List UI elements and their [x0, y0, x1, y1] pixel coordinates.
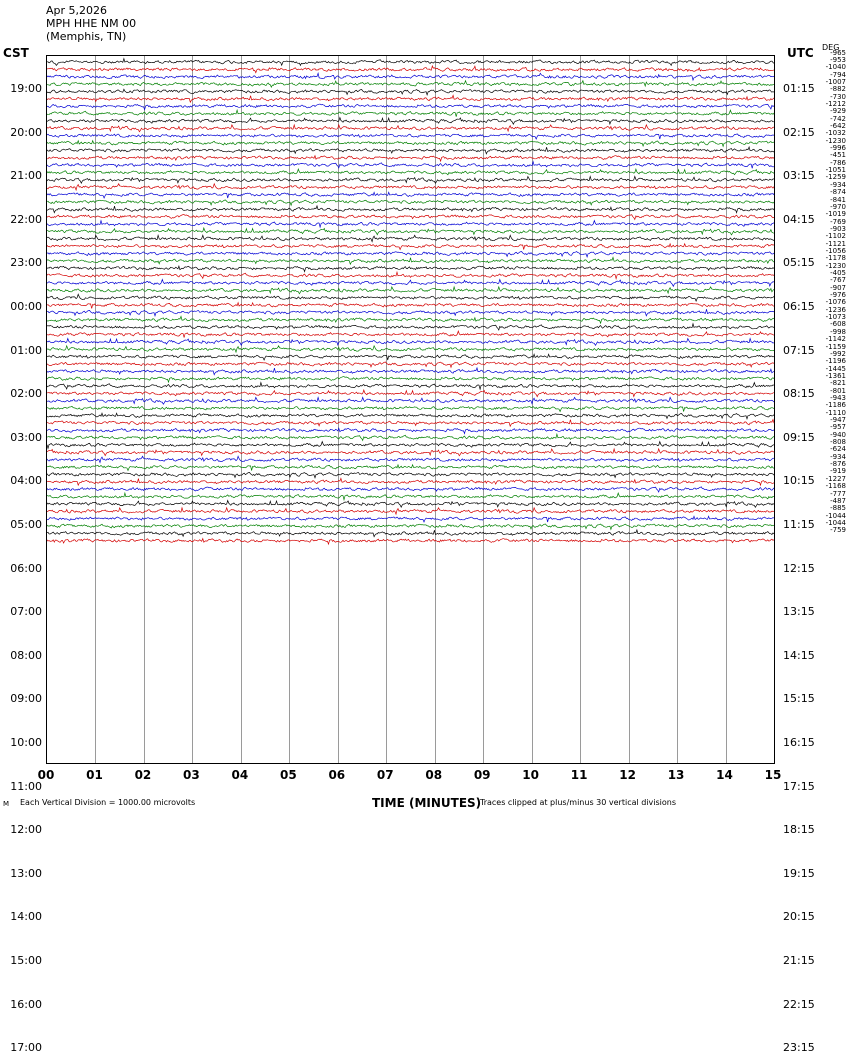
amp-value: -907	[830, 283, 846, 292]
trace-line	[47, 309, 774, 316]
left-tick-2300: 23:00	[10, 256, 42, 270]
amp-value: -1040	[825, 63, 846, 72]
amp-value: -1361	[825, 371, 846, 380]
amp-value: -882	[830, 85, 846, 94]
footer-clip-note: Traces clipped at plus/minus 30 vertical divisions	[480, 798, 677, 807]
amp-value: -934	[830, 452, 846, 461]
amplitude-axis-label: DEG	[822, 43, 840, 52]
amp-value: -940	[830, 430, 846, 439]
right-tick-2315: 23:15	[783, 1041, 815, 1054]
trace-line	[47, 362, 774, 367]
x-tick-00: 00	[37, 768, 55, 782]
x-tick-13: 13	[667, 768, 685, 782]
left-tick-1300: 13:00	[10, 866, 42, 880]
left-tick-2100: 21:00	[10, 169, 42, 183]
trace-line	[47, 316, 774, 323]
trace-line	[47, 420, 774, 427]
amp-value: -1230	[825, 136, 846, 145]
left-tick-0900: 09:00	[10, 692, 42, 706]
right-tick-0915: 09:15	[783, 430, 815, 444]
right-tick-1815: 18:15	[783, 823, 815, 837]
right-tick-1215: 12:15	[783, 561, 815, 575]
x-tick-14: 14	[716, 768, 733, 782]
trace-line	[47, 169, 774, 175]
trace-line	[47, 397, 774, 404]
trace-line	[47, 472, 774, 477]
amp-value: -487	[830, 496, 846, 505]
right-tick-1615: 16:15	[783, 736, 815, 749]
trace-line	[47, 244, 774, 250]
left-tick-2200: 22:00	[10, 212, 42, 226]
right-tick-1115: 11:15	[783, 518, 815, 531]
amp-value: -1259	[825, 173, 846, 182]
trace-line	[47, 368, 774, 375]
footer-scale-note: Each Vertical Division = 1000.00 microvolts	[20, 798, 196, 807]
amp-value: -841	[830, 195, 846, 204]
header-station: MPH HHE NM 00	[46, 17, 137, 30]
trace-line	[47, 434, 774, 440]
trace-line	[47, 465, 774, 471]
right-tick-2015: 20:15	[783, 910, 815, 924]
right-tick-1415: 14:15	[783, 648, 815, 662]
amp-value: -1051	[825, 166, 846, 175]
x-tick-06: 06	[328, 768, 346, 782]
amp-value: -1445	[825, 364, 846, 373]
x-axis-title: TIME (MINUTES)	[372, 796, 482, 810]
amp-value: -1007	[825, 77, 846, 86]
amp-value: -1142	[825, 335, 846, 344]
left-tick-0400: 04:00	[10, 474, 42, 488]
right-tick-0815: 08:15	[783, 387, 815, 401]
left-axis-label: CST	[3, 46, 29, 60]
left-tick-1200: 12:00	[10, 823, 42, 837]
left-tick-0300: 03:00	[10, 430, 42, 444]
right-tick-1315: 13:15	[783, 605, 815, 619]
trace-line	[47, 73, 774, 80]
amp-value: -1186	[825, 401, 846, 410]
trace-line	[47, 66, 774, 73]
x-tick-04: 04	[231, 768, 249, 782]
trace-line	[47, 287, 774, 294]
amp-value: -808	[830, 438, 846, 447]
left-tick-1900: 19:00	[10, 82, 42, 95]
corner-mark: M	[3, 800, 10, 808]
left-tick-0600: 06:00	[10, 561, 42, 575]
amp-value: -919	[830, 467, 846, 476]
trace-line	[47, 501, 774, 508]
x-tick-08: 08	[425, 768, 443, 782]
trace-line	[47, 89, 774, 95]
x-tick-10: 10	[522, 768, 539, 782]
trace-line	[47, 176, 774, 183]
amp-value: -874	[830, 188, 846, 197]
amp-value: -1073	[825, 313, 846, 322]
amp-value: -965	[830, 48, 846, 57]
trace-line	[47, 141, 774, 147]
amp-value: -1019	[825, 210, 846, 219]
amp-value: -903	[830, 224, 846, 233]
amp-value: -1212	[825, 99, 846, 108]
trace-line	[47, 162, 774, 169]
trace-line	[47, 125, 774, 132]
amp-value: -769	[830, 217, 846, 226]
trace-line	[47, 294, 774, 301]
trace-line	[47, 59, 774, 66]
x-tick-09: 09	[473, 768, 491, 782]
amp-value: -996	[830, 144, 846, 153]
x-tick-12: 12	[619, 768, 636, 782]
trace-line	[47, 449, 774, 456]
header-location: (Memphis, TN)	[46, 30, 127, 43]
amp-value: -934	[830, 180, 846, 189]
right-tick-1715: 17:15	[783, 779, 815, 793]
trace-line	[47, 252, 774, 257]
right-tick-0115: 01:15	[783, 82, 815, 95]
amp-value: -947	[830, 416, 846, 424]
trace-line	[47, 354, 774, 360]
trace-line	[47, 266, 774, 272]
left-tick-1700: 17:00	[10, 1041, 42, 1054]
trace-line	[47, 478, 774, 485]
amp-value: -1196	[825, 357, 846, 366]
x-tick-02: 02	[134, 768, 152, 782]
amp-value: -876	[830, 460, 846, 469]
x-tick-11: 11	[570, 768, 588, 782]
trace-line	[47, 493, 774, 500]
amp-value: -1159	[825, 342, 846, 351]
x-tick-07: 07	[376, 768, 394, 782]
amp-value: -992	[830, 349, 846, 358]
trace-line	[47, 110, 774, 117]
right-tick-1015: 10:15	[783, 474, 815, 488]
left-tick-1000: 10:00	[10, 736, 42, 749]
amp-value: -976	[830, 291, 846, 300]
trace-line	[47, 272, 774, 279]
trace-line	[47, 383, 774, 390]
trace-line	[47, 324, 774, 330]
amp-value: -1230	[825, 261, 846, 270]
amp-value: -1178	[825, 254, 846, 263]
trace-line	[47, 257, 774, 264]
amp-value: -786	[830, 158, 846, 167]
trace-line	[47, 118, 774, 125]
amp-value: -1121	[825, 239, 846, 248]
left-tick-0000: 00:00	[10, 300, 42, 313]
right-tick-0715: 07:15	[783, 343, 815, 357]
right-tick-0215: 02:15	[783, 125, 815, 139]
trace-line	[47, 156, 774, 161]
left-tick-0500: 05:00	[10, 518, 42, 531]
amp-value: -777	[830, 489, 846, 498]
amp-value: -451	[830, 151, 846, 160]
amp-value: -943	[830, 393, 846, 402]
amp-value: -1076	[825, 298, 846, 307]
amp-value: -1044	[825, 511, 846, 520]
trace-line	[47, 346, 774, 352]
amp-value: -885	[830, 504, 846, 513]
amp-value: -801	[830, 386, 846, 395]
amp-value: -767	[830, 276, 846, 285]
trace-line	[47, 456, 774, 462]
trace-line	[47, 539, 774, 545]
trace-line	[47, 413, 774, 419]
x-tick-15: 15	[764, 768, 782, 782]
trace-line	[47, 192, 774, 198]
trace-line	[47, 524, 774, 529]
x-tick-01: 01	[86, 768, 103, 782]
amp-value: -642	[830, 122, 846, 130]
trace-line	[47, 508, 774, 514]
left-tick-0100: 01:00	[10, 343, 42, 357]
amp-value: -929	[830, 107, 846, 116]
right-tick-2215: 22:15	[783, 997, 815, 1011]
amp-value: -405	[830, 269, 846, 277]
trace-line	[47, 331, 774, 338]
trace-line	[47, 303, 774, 309]
amp-value: -1044	[825, 518, 846, 527]
trace-line	[47, 487, 774, 492]
trace-line	[47, 339, 774, 346]
trace-line	[47, 104, 774, 110]
amp-value: -1102	[825, 232, 846, 241]
right-tick-2115: 21:15	[783, 954, 815, 967]
header-date: Apr 5,2026	[46, 4, 108, 17]
amp-value: -1227	[825, 474, 846, 483]
right-tick-0515: 05:15	[783, 256, 815, 270]
left-tick-1100: 11:00	[10, 779, 42, 793]
trace-line	[47, 406, 774, 411]
left-tick-0200: 02:00	[10, 387, 42, 401]
left-tick-1400: 14:00	[10, 910, 42, 924]
trace-line	[47, 95, 774, 102]
amp-value: -957	[830, 423, 846, 432]
right-axis-label: UTC	[787, 46, 814, 60]
amp-value: -821	[830, 379, 846, 388]
amp-value: -608	[830, 320, 846, 329]
right-tick-0615: 06:15	[783, 300, 815, 313]
x-tick-03: 03	[183, 768, 200, 782]
right-tick-0415: 04:15	[783, 212, 815, 226]
trace-line	[47, 442, 774, 449]
left-tick-0800: 08:00	[10, 648, 42, 662]
left-tick-2000: 20:00	[10, 125, 42, 139]
amp-value: -1032	[825, 129, 846, 138]
amp-value: -1056	[825, 246, 846, 255]
left-tick-1500: 15:00	[10, 954, 42, 967]
seismogram-plot	[46, 55, 775, 764]
trace-line	[47, 516, 774, 522]
amp-value: -730	[830, 92, 846, 101]
trace-line	[47, 530, 774, 537]
amp-value: -1236	[825, 305, 846, 314]
amp-value: -1110	[825, 408, 846, 417]
right-tick-1515: 15:15	[783, 692, 815, 706]
trace-line	[47, 214, 774, 219]
trace-line	[47, 200, 774, 205]
amp-value: -970	[830, 202, 846, 211]
trace-line	[47, 235, 774, 241]
trace-line	[47, 147, 774, 154]
amp-value: -624	[830, 445, 846, 454]
trace-line	[47, 134, 774, 139]
trace-line	[47, 428, 774, 433]
amp-value: -794	[830, 70, 846, 79]
amp-value: -759	[830, 526, 846, 535]
trace-line	[47, 184, 774, 190]
trace-line	[47, 390, 774, 397]
amp-value: -998	[830, 327, 846, 336]
x-tick-05: 05	[279, 768, 297, 782]
trace-line	[47, 228, 774, 235]
trace-line	[47, 81, 774, 88]
trace-line	[47, 280, 774, 287]
left-tick-1600: 16:00	[10, 997, 42, 1011]
trace-line	[47, 377, 774, 383]
right-tick-0315: 03:15	[783, 169, 815, 183]
amp-value: -742	[830, 114, 846, 123]
left-tick-0700: 07:00	[10, 605, 42, 619]
trace-line	[47, 206, 774, 213]
right-tick-1915: 19:15	[783, 866, 815, 880]
trace-lines	[47, 56, 776, 765]
amp-value: -1168	[825, 482, 846, 491]
trace-line	[47, 221, 774, 228]
amp-value: -953	[830, 55, 846, 64]
